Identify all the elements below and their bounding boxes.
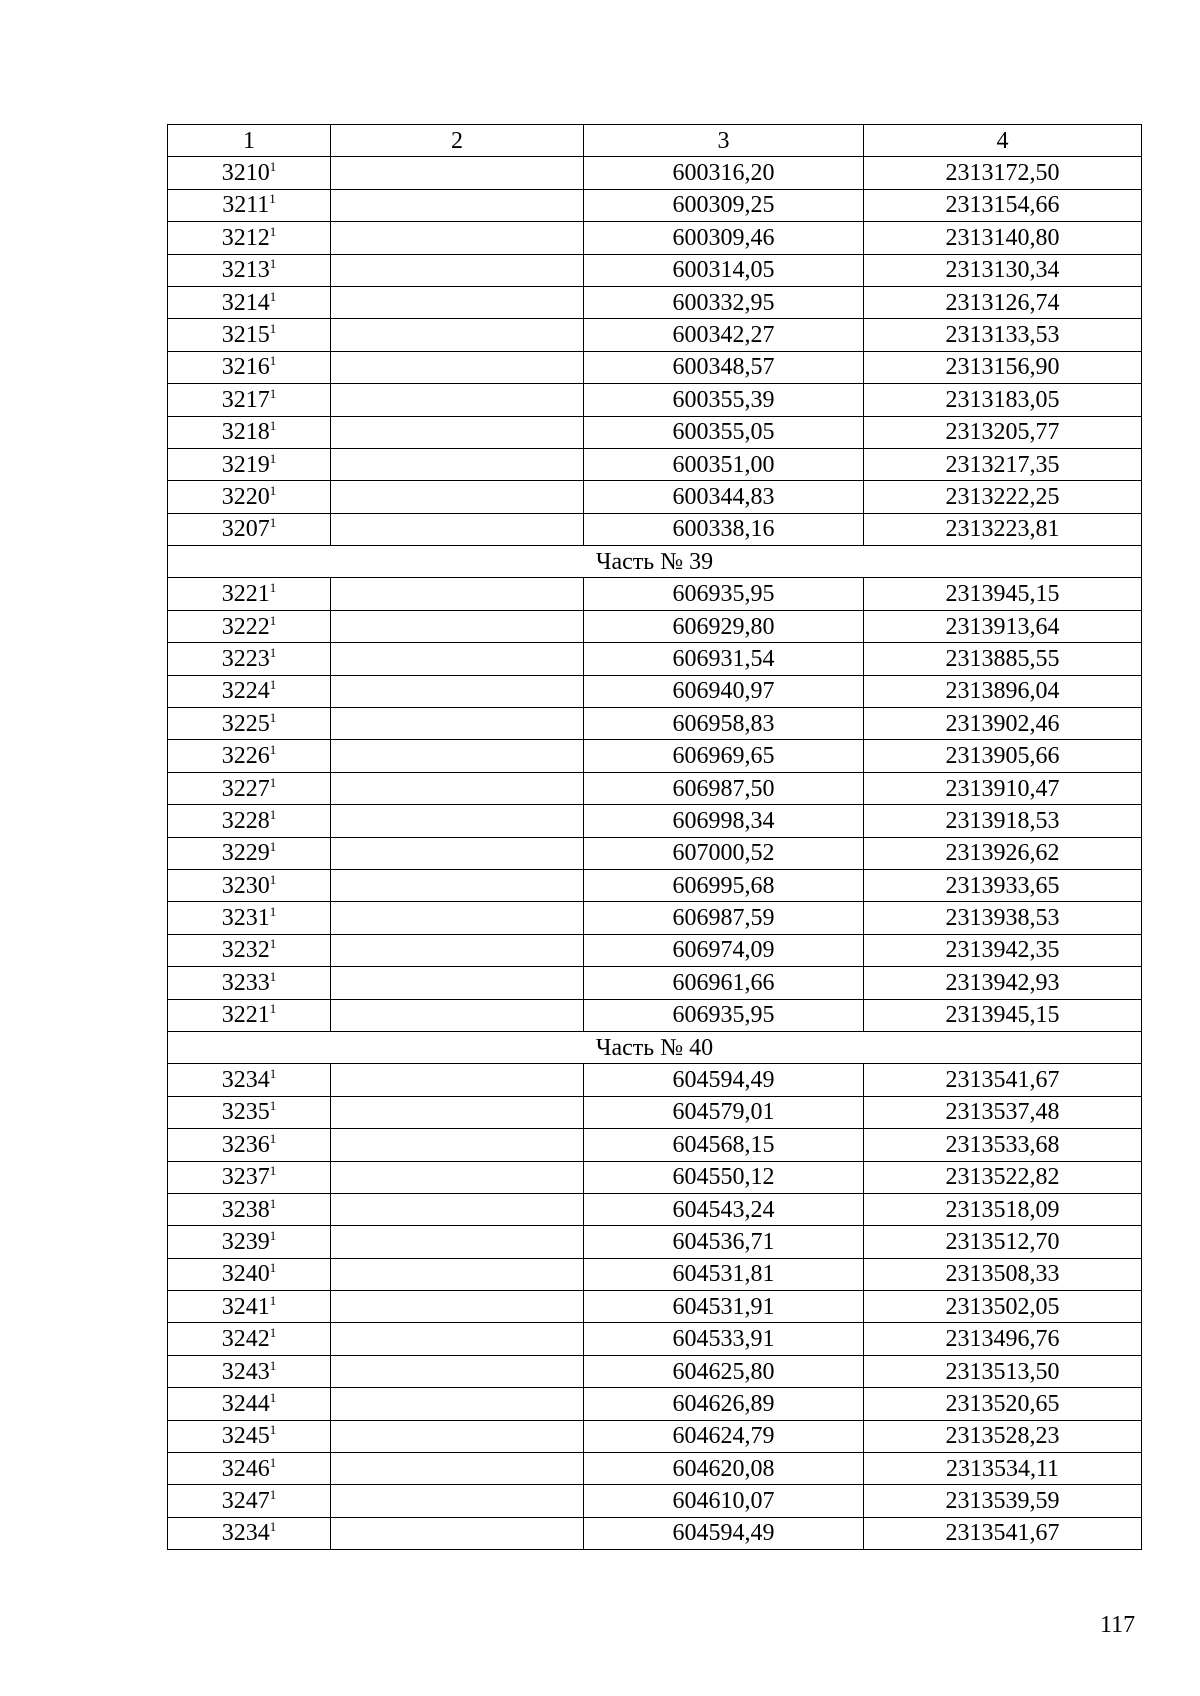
point-number: 3221 xyxy=(221,581,270,608)
empty-cell xyxy=(331,1355,584,1387)
table-row xyxy=(168,1129,1142,1161)
point-number-superscript: 1 xyxy=(269,904,277,920)
point-number-superscript: 1 xyxy=(269,321,277,337)
point-number: 3239 xyxy=(221,1228,270,1255)
empty-cell xyxy=(331,578,584,610)
point-number-superscript: 1 xyxy=(269,418,277,434)
empty-cell xyxy=(331,902,584,934)
y-coordinate-cell: 2313183,05 xyxy=(864,384,1142,416)
table-row xyxy=(168,1420,1142,1452)
x-coordinate-cell: 600309,25 xyxy=(584,189,864,221)
y-coordinate-cell: 2313902,46 xyxy=(864,708,1142,740)
table-row xyxy=(168,222,1142,254)
point-number: 3231 xyxy=(221,905,270,932)
point-number: 3212 xyxy=(221,224,270,251)
point-number-cell xyxy=(168,1291,331,1323)
point-number: 3218 xyxy=(221,419,270,446)
y-coordinate-cell: 2313172,50 xyxy=(864,157,1142,189)
empty-cell xyxy=(331,999,584,1031)
point-number-cell xyxy=(168,1096,331,1128)
point-number-superscript: 1 xyxy=(269,385,277,401)
point-number-superscript: 1 xyxy=(269,159,277,175)
point-number: 3245 xyxy=(221,1423,270,1450)
point-number: 3247 xyxy=(221,1488,270,1515)
empty-cell xyxy=(331,967,584,999)
x-coordinate-cell: 604531,81 xyxy=(584,1258,864,1290)
x-coordinate-cell: 606935,95 xyxy=(584,578,864,610)
point-number-superscript: 1 xyxy=(269,1357,277,1373)
point-number-cell xyxy=(168,384,331,416)
point-number-cell xyxy=(168,481,331,513)
x-coordinate-cell: 606987,50 xyxy=(584,772,864,804)
point-number-cell xyxy=(168,1129,331,1161)
y-coordinate-cell: 2313910,47 xyxy=(864,772,1142,804)
coordinates-table xyxy=(167,124,1142,1550)
empty-cell xyxy=(331,1420,584,1452)
x-coordinate-cell: 606998,34 xyxy=(584,805,864,837)
empty-cell xyxy=(331,740,584,772)
point-number: 3222 xyxy=(221,613,270,640)
table-row xyxy=(168,643,1142,675)
point-number-superscript: 1 xyxy=(269,1389,277,1405)
y-coordinate-cell: 2313885,55 xyxy=(864,643,1142,675)
y-coordinate-cell: 2313508,33 xyxy=(864,1258,1142,1290)
table-row xyxy=(168,837,1142,869)
x-coordinate-cell: 604568,15 xyxy=(584,1129,864,1161)
point-number: 3246 xyxy=(221,1455,270,1482)
table-row xyxy=(168,805,1142,837)
point-number: 3223 xyxy=(221,645,270,672)
y-coordinate-cell: 2313539,59 xyxy=(864,1485,1142,1517)
x-coordinate-cell: 606974,09 xyxy=(584,934,864,966)
empty-cell xyxy=(331,1096,584,1128)
x-coordinate-cell: 600332,95 xyxy=(584,286,864,318)
point-number-superscript: 1 xyxy=(269,677,277,693)
empty-cell xyxy=(331,286,584,318)
point-number: 3232 xyxy=(221,937,270,964)
y-coordinate-cell: 2313942,35 xyxy=(864,934,1142,966)
column-header-4: 4 xyxy=(864,125,1142,157)
point-number: 3242 xyxy=(221,1326,270,1353)
point-number-superscript: 1 xyxy=(269,1227,277,1243)
y-coordinate-cell: 2313502,05 xyxy=(864,1291,1142,1323)
point-number-cell xyxy=(168,869,331,901)
table-row xyxy=(168,1517,1142,1549)
section-title: Часть № 40 xyxy=(168,1031,1142,1063)
empty-cell xyxy=(331,772,584,804)
point-number-cell xyxy=(168,1355,331,1387)
point-number: 3236 xyxy=(221,1131,270,1158)
table-row xyxy=(168,1226,1142,1258)
section-row xyxy=(168,546,1142,578)
y-coordinate-cell: 2313905,66 xyxy=(864,740,1142,772)
point-number-cell xyxy=(168,319,331,351)
x-coordinate-cell: 606935,95 xyxy=(584,999,864,1031)
point-number-cell xyxy=(168,934,331,966)
empty-cell xyxy=(331,934,584,966)
y-coordinate-cell: 2313918,53 xyxy=(864,805,1142,837)
point-number-cell xyxy=(168,222,331,254)
x-coordinate-cell: 606987,59 xyxy=(584,902,864,934)
empty-cell xyxy=(331,610,584,642)
point-number: 3226 xyxy=(221,743,270,770)
point-number-cell xyxy=(168,351,331,383)
table-row xyxy=(168,1355,1142,1387)
x-coordinate-cell: 606931,54 xyxy=(584,643,864,675)
column-header-2: 2 xyxy=(331,125,584,157)
x-coordinate-cell: 604625,80 xyxy=(584,1355,864,1387)
point-number-superscript: 1 xyxy=(269,1001,277,1017)
column-header-1: 1 xyxy=(168,125,331,157)
point-number-superscript: 1 xyxy=(269,1422,277,1438)
point-number-superscript: 1 xyxy=(269,223,277,239)
point-number-superscript: 1 xyxy=(269,580,277,596)
table-row xyxy=(168,675,1142,707)
y-coordinate-cell: 2313156,90 xyxy=(864,351,1142,383)
point-number-superscript: 1 xyxy=(269,288,277,304)
point-number: 3210 xyxy=(221,160,270,187)
point-number-cell xyxy=(168,578,331,610)
y-coordinate-cell: 2313512,70 xyxy=(864,1226,1142,1258)
table-row xyxy=(168,384,1142,416)
x-coordinate-cell: 600355,39 xyxy=(584,384,864,416)
point-number-superscript: 1 xyxy=(269,450,277,466)
point-number-superscript: 1 xyxy=(269,1195,277,1211)
point-number-cell xyxy=(168,772,331,804)
point-number-superscript: 1 xyxy=(269,709,277,725)
table-row xyxy=(168,448,1142,480)
empty-cell xyxy=(331,837,584,869)
table-row xyxy=(168,708,1142,740)
point-number-superscript: 1 xyxy=(269,1260,277,1276)
point-number: 3220 xyxy=(221,483,270,510)
point-number-superscript: 1 xyxy=(269,1066,277,1082)
page-number: 117 xyxy=(1100,1612,1136,1638)
x-coordinate-cell: 600316,20 xyxy=(584,157,864,189)
x-coordinate-cell: 604594,49 xyxy=(584,1064,864,1096)
table-row xyxy=(168,869,1142,901)
point-number-superscript: 1 xyxy=(269,644,277,660)
point-number-superscript: 1 xyxy=(269,1130,277,1146)
table-row xyxy=(168,1064,1142,1096)
empty-cell xyxy=(331,513,584,545)
empty-cell xyxy=(331,1064,584,1096)
y-coordinate-cell: 2313537,48 xyxy=(864,1096,1142,1128)
x-coordinate-cell: 604594,49 xyxy=(584,1517,864,1549)
point-number: 3225 xyxy=(221,710,270,737)
empty-cell xyxy=(331,869,584,901)
x-coordinate-cell: 604536,71 xyxy=(584,1226,864,1258)
x-coordinate-cell: 604531,91 xyxy=(584,1291,864,1323)
point-number-cell xyxy=(168,286,331,318)
point-number-superscript: 1 xyxy=(269,515,277,531)
point-number-superscript: 1 xyxy=(269,774,277,790)
empty-cell xyxy=(331,1517,584,1549)
empty-cell xyxy=(331,643,584,675)
point-number-cell xyxy=(168,448,331,480)
y-coordinate-cell: 2313522,82 xyxy=(864,1161,1142,1193)
table-row xyxy=(168,902,1142,934)
point-number: 3217 xyxy=(221,386,270,413)
table-row xyxy=(168,967,1142,999)
x-coordinate-cell: 604579,01 xyxy=(584,1096,864,1128)
table-row xyxy=(168,1291,1142,1323)
point-number: 3234 xyxy=(221,1067,270,1094)
x-coordinate-cell: 604626,89 xyxy=(584,1388,864,1420)
point-number-superscript: 1 xyxy=(269,871,277,887)
table-row xyxy=(168,1096,1142,1128)
table-row xyxy=(168,578,1142,610)
point-number-cell xyxy=(168,513,331,545)
point-number-superscript: 1 xyxy=(269,936,277,952)
y-coordinate-cell: 2313518,09 xyxy=(864,1193,1142,1225)
table-row xyxy=(168,416,1142,448)
x-coordinate-cell: 604533,91 xyxy=(584,1323,864,1355)
point-number: 3228 xyxy=(221,807,270,834)
x-coordinate-cell: 600342,27 xyxy=(584,319,864,351)
x-coordinate-cell: 604624,79 xyxy=(584,1420,864,1452)
point-number: 3207 xyxy=(221,516,270,543)
point-number-cell xyxy=(168,1193,331,1225)
x-coordinate-cell: 600309,46 xyxy=(584,222,864,254)
point-number-cell xyxy=(168,1226,331,1258)
empty-cell xyxy=(331,319,584,351)
point-number-cell xyxy=(168,1485,331,1517)
y-coordinate-cell: 2313520,65 xyxy=(864,1388,1142,1420)
empty-cell xyxy=(331,254,584,286)
empty-cell xyxy=(331,351,584,383)
point-number-cell xyxy=(168,1258,331,1290)
empty-cell xyxy=(331,675,584,707)
x-coordinate-cell: 606940,97 xyxy=(584,675,864,707)
point-number-superscript: 1 xyxy=(269,1519,277,1535)
point-number: 3219 xyxy=(221,451,270,478)
table-row xyxy=(168,254,1142,286)
table-row xyxy=(168,1453,1142,1485)
empty-cell xyxy=(331,384,584,416)
table-row xyxy=(168,1388,1142,1420)
point-number-cell xyxy=(168,1161,331,1193)
point-number-cell xyxy=(168,610,331,642)
point-number: 3240 xyxy=(221,1261,270,1288)
y-coordinate-cell: 2313945,15 xyxy=(864,578,1142,610)
point-number: 3216 xyxy=(221,354,270,381)
point-number-superscript: 1 xyxy=(269,1454,277,1470)
table-row xyxy=(168,610,1142,642)
table-row xyxy=(168,1193,1142,1225)
point-number-cell xyxy=(168,1420,331,1452)
point-number-cell xyxy=(168,967,331,999)
empty-cell xyxy=(331,1323,584,1355)
table-row xyxy=(168,934,1142,966)
y-coordinate-cell: 2313205,77 xyxy=(864,416,1142,448)
x-coordinate-cell: 604550,12 xyxy=(584,1161,864,1193)
empty-cell xyxy=(331,448,584,480)
x-coordinate-cell: 606995,68 xyxy=(584,869,864,901)
empty-cell xyxy=(331,1129,584,1161)
y-coordinate-cell: 2313913,64 xyxy=(864,610,1142,642)
point-number: 3230 xyxy=(221,872,270,899)
point-number: 3243 xyxy=(221,1358,270,1385)
table-row xyxy=(168,319,1142,351)
y-coordinate-cell: 2313217,35 xyxy=(864,448,1142,480)
x-coordinate-cell: 600348,57 xyxy=(584,351,864,383)
point-number: 3235 xyxy=(221,1099,270,1126)
point-number-superscript: 1 xyxy=(269,612,277,628)
point-number-superscript: 1 xyxy=(269,806,277,822)
empty-cell xyxy=(331,1226,584,1258)
x-coordinate-cell: 604543,24 xyxy=(584,1193,864,1225)
point-number-cell xyxy=(168,999,331,1031)
point-number-cell xyxy=(168,837,331,869)
y-coordinate-cell: 2313222,25 xyxy=(864,481,1142,513)
table-row xyxy=(168,1258,1142,1290)
point-number-superscript: 1 xyxy=(269,353,277,369)
point-number-cell xyxy=(168,805,331,837)
point-number: 3215 xyxy=(221,322,270,349)
empty-cell xyxy=(331,1485,584,1517)
empty-cell xyxy=(331,1453,584,1485)
y-coordinate-cell: 2313534,11 xyxy=(864,1453,1142,1485)
y-coordinate-cell: 2313945,15 xyxy=(864,999,1142,1031)
point-number: 3238 xyxy=(221,1196,270,1223)
point-number: 3229 xyxy=(221,840,270,867)
y-coordinate-cell: 2313223,81 xyxy=(864,513,1142,545)
point-number: 3214 xyxy=(221,289,270,316)
point-number-superscript: 1 xyxy=(269,1487,277,1503)
point-number-superscript: 1 xyxy=(269,839,277,855)
point-number-cell xyxy=(168,708,331,740)
point-number-cell xyxy=(168,1517,331,1549)
point-number-superscript: 1 xyxy=(269,1292,277,1308)
point-number-superscript: 1 xyxy=(269,1098,277,1114)
empty-cell xyxy=(331,222,584,254)
x-coordinate-cell: 606958,83 xyxy=(584,708,864,740)
table-row xyxy=(168,481,1142,513)
y-coordinate-cell: 2313926,62 xyxy=(864,837,1142,869)
y-coordinate-cell: 2313513,50 xyxy=(864,1355,1142,1387)
column-header-3: 3 xyxy=(584,125,864,157)
point-number: 3227 xyxy=(221,775,270,802)
table-row xyxy=(168,1485,1142,1517)
point-number-cell xyxy=(168,1323,331,1355)
point-number-superscript: 1 xyxy=(269,256,277,272)
y-coordinate-cell: 2313896,04 xyxy=(864,675,1142,707)
y-coordinate-cell: 2313541,67 xyxy=(864,1517,1142,1549)
point-number-cell xyxy=(168,902,331,934)
point-number: 3224 xyxy=(221,678,270,705)
empty-cell xyxy=(331,1193,584,1225)
table-row xyxy=(168,772,1142,804)
table-row xyxy=(168,740,1142,772)
empty-cell xyxy=(331,481,584,513)
point-number: 3234 xyxy=(221,1520,270,1547)
table-row xyxy=(168,513,1142,545)
x-coordinate-cell: 600351,00 xyxy=(584,448,864,480)
empty-cell xyxy=(331,1388,584,1420)
point-number-cell xyxy=(168,157,331,189)
x-coordinate-cell: 600314,05 xyxy=(584,254,864,286)
y-coordinate-cell: 2313942,93 xyxy=(864,967,1142,999)
x-coordinate-cell: 604610,07 xyxy=(584,1485,864,1517)
point-number: 3213 xyxy=(221,257,270,284)
point-number: 3237 xyxy=(221,1164,270,1191)
x-coordinate-cell: 606929,80 xyxy=(584,610,864,642)
empty-cell xyxy=(331,416,584,448)
point-number-superscript: 1 xyxy=(269,191,276,207)
table-row xyxy=(168,1161,1142,1193)
point-number-cell xyxy=(168,189,331,221)
y-coordinate-cell: 2313140,80 xyxy=(864,222,1142,254)
empty-cell xyxy=(331,805,584,837)
table-row xyxy=(168,157,1142,189)
empty-cell xyxy=(331,1258,584,1290)
point-number-cell xyxy=(168,416,331,448)
point-number-superscript: 1 xyxy=(269,742,277,758)
point-number: 3221 xyxy=(221,1002,270,1029)
table-row xyxy=(168,351,1142,383)
y-coordinate-cell: 2313528,23 xyxy=(864,1420,1142,1452)
x-coordinate-cell: 606961,66 xyxy=(584,967,864,999)
empty-cell xyxy=(331,1291,584,1323)
x-coordinate-cell: 600355,05 xyxy=(584,416,864,448)
x-coordinate-cell: 606969,65 xyxy=(584,740,864,772)
table-row xyxy=(168,286,1142,318)
empty-cell xyxy=(331,157,584,189)
y-coordinate-cell: 2313533,68 xyxy=(864,1129,1142,1161)
point-number-cell xyxy=(168,675,331,707)
y-coordinate-cell: 2313938,53 xyxy=(864,902,1142,934)
table-row xyxy=(168,999,1142,1031)
point-number-superscript: 1 xyxy=(269,482,277,498)
point-number-superscript: 1 xyxy=(269,1163,277,1179)
x-coordinate-cell: 600344,83 xyxy=(584,481,864,513)
table-row xyxy=(168,189,1142,221)
table-row xyxy=(168,1323,1142,1355)
point-number-cell xyxy=(168,1453,331,1485)
x-coordinate-cell: 600338,16 xyxy=(584,513,864,545)
y-coordinate-cell: 2313133,53 xyxy=(864,319,1142,351)
y-coordinate-cell: 2313126,74 xyxy=(864,286,1142,318)
table-header-row xyxy=(168,125,1142,157)
section-title: Часть № 39 xyxy=(168,546,1142,578)
y-coordinate-cell: 2313541,67 xyxy=(864,1064,1142,1096)
point-number-cell xyxy=(168,254,331,286)
point-number-cell xyxy=(168,1064,331,1096)
point-number: 3244 xyxy=(221,1390,270,1417)
y-coordinate-cell: 2313496,76 xyxy=(864,1323,1142,1355)
empty-cell xyxy=(331,189,584,221)
point-number: 3241 xyxy=(221,1293,270,1320)
empty-cell xyxy=(331,708,584,740)
x-coordinate-cell: 604620,08 xyxy=(584,1453,864,1485)
point-number-cell xyxy=(168,643,331,675)
y-coordinate-cell: 2313154,66 xyxy=(864,189,1142,221)
y-coordinate-cell: 2313933,65 xyxy=(864,869,1142,901)
point-number-cell xyxy=(168,740,331,772)
table-body xyxy=(168,157,1142,1550)
point-number-superscript: 1 xyxy=(269,968,277,984)
empty-cell xyxy=(331,1161,584,1193)
section-row xyxy=(168,1031,1142,1063)
point-number-superscript: 1 xyxy=(269,1325,277,1341)
x-coordinate-cell: 607000,52 xyxy=(584,837,864,869)
point-number: 3233 xyxy=(221,969,270,996)
point-number: 3211 xyxy=(222,192,270,219)
point-number-cell xyxy=(168,1388,331,1420)
y-coordinate-cell: 2313130,34 xyxy=(864,254,1142,286)
